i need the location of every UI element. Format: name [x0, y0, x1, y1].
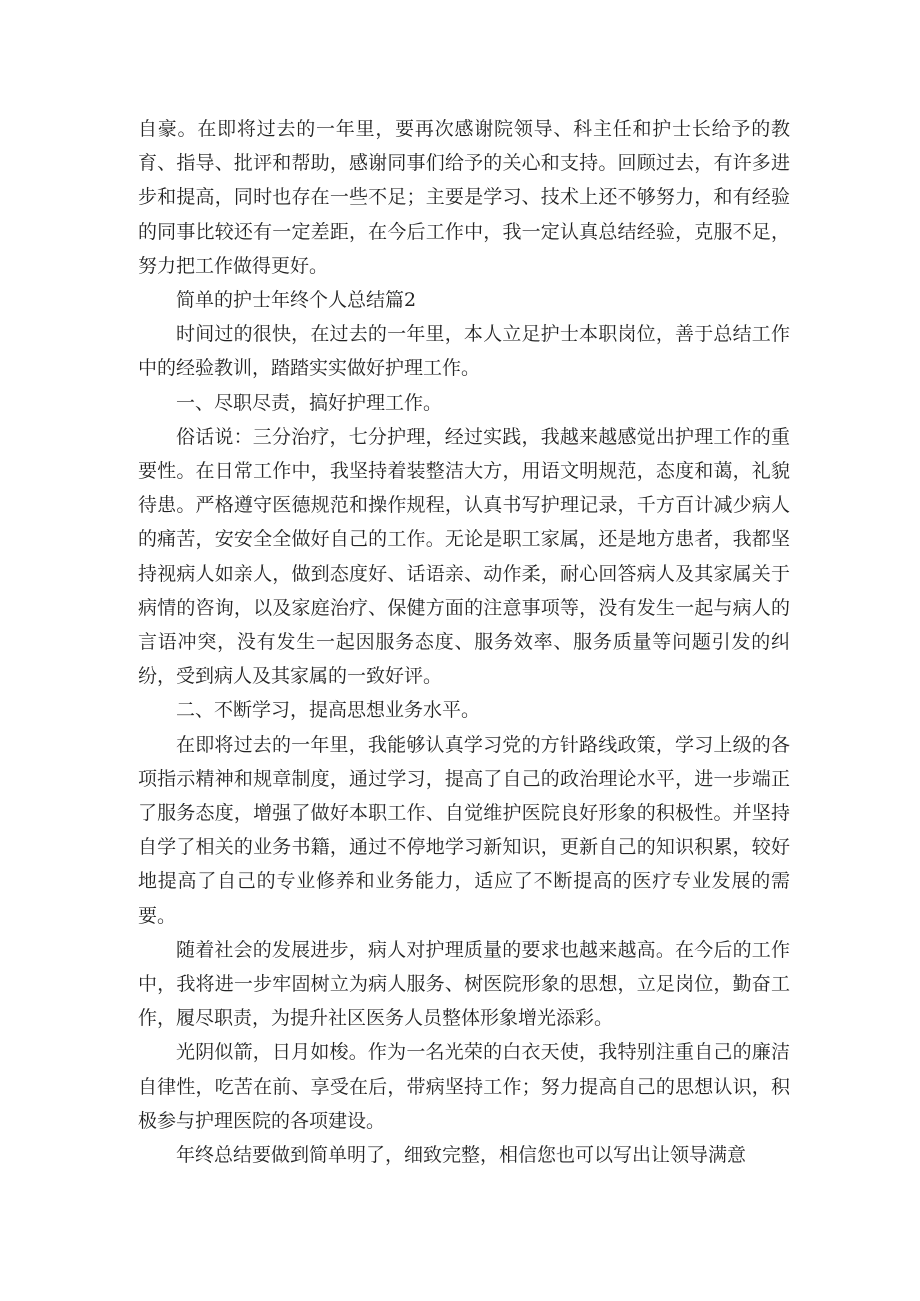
paragraph: 俗话说：三分治疗，七分护理，经过实践，我越来越感觉出护理工作的重要性。在日常工作中，我坚持着装整洁大方，用语文明规范，态度和蔼，礼貌待患。严格遵守医德规范和操作规程，认真书写护理记录，千方百计减少病人的痛苦，安安全全做好自己的工作。无论是职工家属，还是地方患者，我都坚持视病人如亲人，做到态度好、话语亲、动作柔，耐心回答病人及其家属关于病情的咨询，以及家庭治疗、保健方面的注意事项等，没有发生一起与病人的言语冲突，没有发生一起因服务态度、服务效率、服务质量等问题引发的纠纷，受到病人及其家属的一致好评。 [138, 425, 790, 688]
section-heading: 二、不断学习，提高思想业务水平。 [176, 699, 481, 722]
paragraph: 光阴似箭，日月如梭。作为一名光荣的白衣天使，我特别注重自己的廉洁自律性，吃苦在前、享受在后，带病坚持工作；努力提高自己的思想认识，积极参与护理医院的各项建设。 [138, 1041, 790, 1132]
paragraph: 在即将过去的一年里，我能够认真学习党的方针路线政策，学习上级的各项指示精神和规章制度，通过学习，提高了自己的政治理论水平，进一步端正了服务态度，增强了做好本职工作、自觉维护医院良好形象的积极性。并坚持自学了相关的业务书籍，通过不停地学习新知识，更新自己的知识积累，较好地提高了自己的专业修养和业务能力，适应了不断提高的医疗专业发展的需要。 [138, 733, 790, 927]
paragraph: 时间过的很快，在过去的一年里，本人立足护士本职岗位，善于总结工作中的经验教训，踏踏实实做好护理工作。 [138, 323, 790, 380]
paragraph: 年终总结要做到简单明了，细致完整，相信您也可以写出让领导满意 [176, 1144, 747, 1167]
section-title: 简单的护士年终个人总结篇2 [176, 289, 417, 312]
paragraph: 自豪。在即将过去的一年里，要再次感谢院领导、科主任和护士长给予的教育、指导、批评和帮助，感谢同事们给予的关心和支持。回顾过去，有许多进步和提高，同时也存在一些不足；主要是学习、技术上还不够努力，和有经验的同事比较还有一定差距，在今后工作中，我一定认真总结经验，克服不足，努力把工作做得更好。 [138, 118, 790, 277]
document-body [138, 112, 790, 1172]
section-heading: 一、尽职尽责，搞好护理工作。 [176, 391, 443, 414]
paragraph: 随着社会的发展进步，病人对护理质量的要求也越来越高。在今后的工作中，我将进一步牢固树立为病人服务、树医院形象的思想，立足岗位，勤奋工作，履尽职责，为提升社区医务人员整体形象增光添彩。 [138, 938, 790, 1030]
